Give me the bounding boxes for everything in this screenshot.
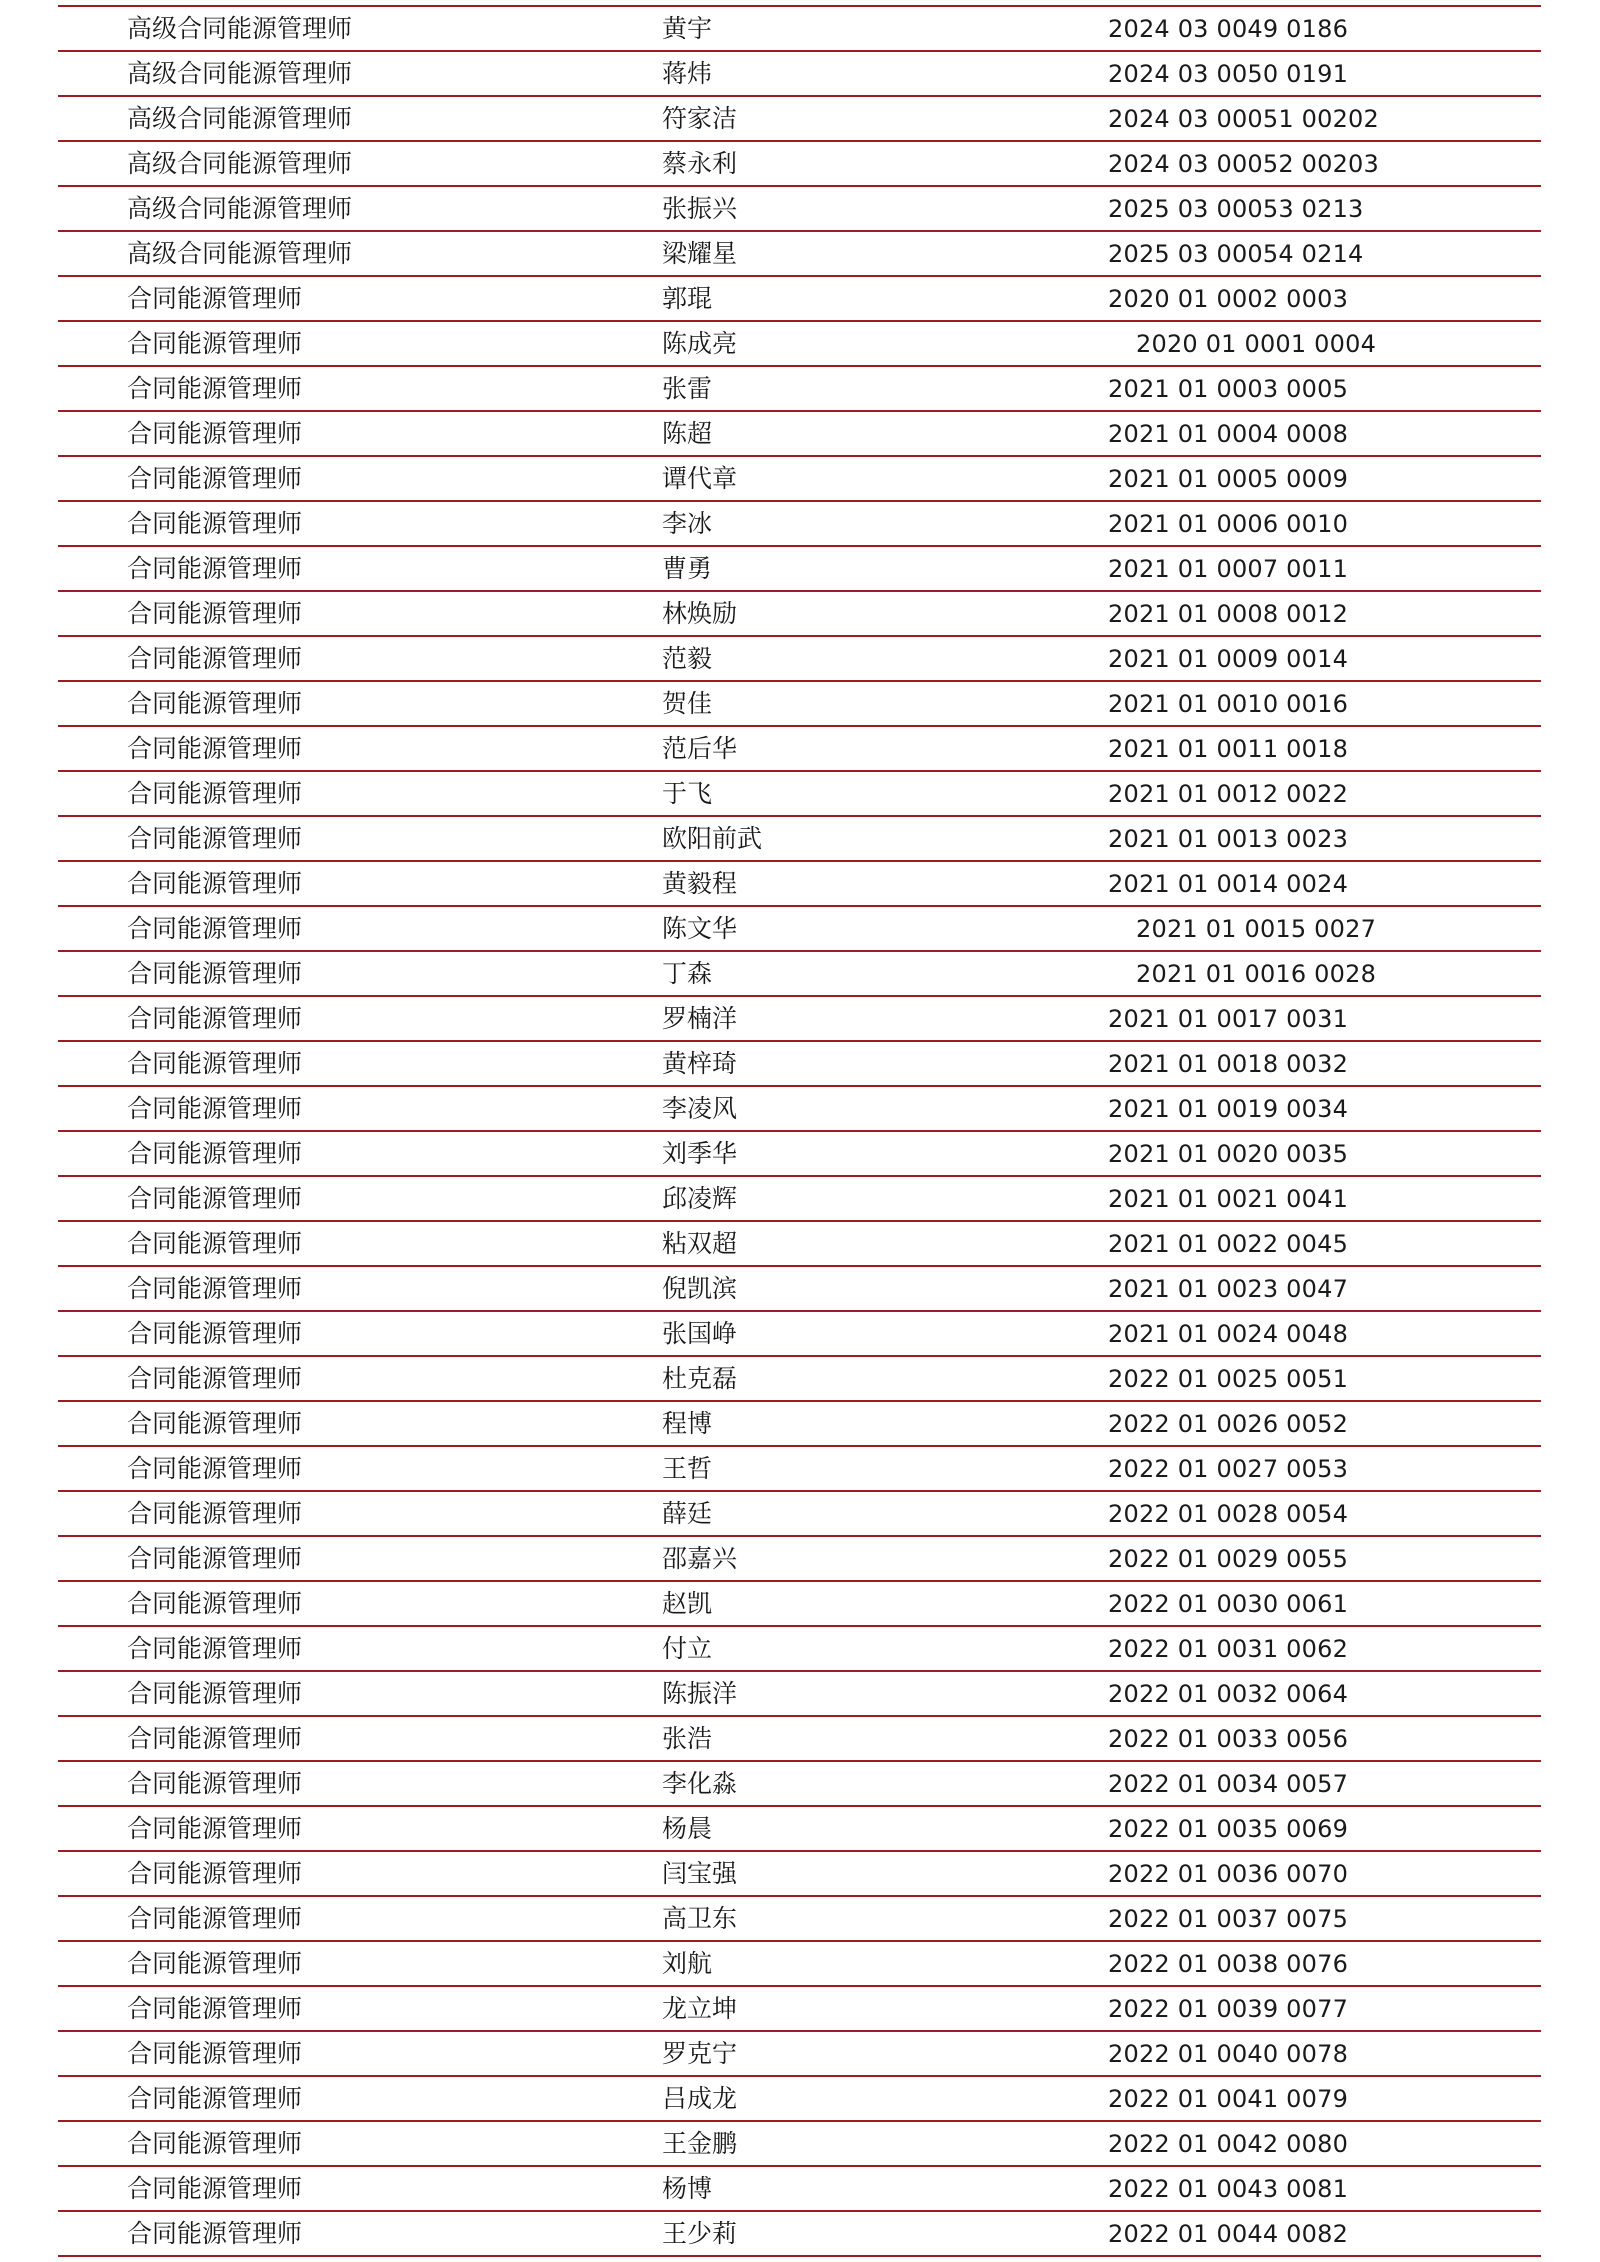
person-name-cell: 陈振洋 [662,1679,738,1708]
person-name-cell: 李化淼 [662,1769,738,1798]
table-row [58,2077,1541,2122]
table-row [58,1357,1541,1402]
certificate-number-cell: 2021 01 0005 0009 [1108,464,1349,493]
certificate-number-cell: 2021 01 0021 0041 [1108,1184,1349,1213]
certificate-number-cell: 2021 01 0010 0016 [1108,689,1349,718]
person-name-cell: 高卫东 [662,1904,738,1933]
table-row [58,1042,1541,1087]
certificate-number-cell: 2022 01 0033 0056 [1108,1724,1349,1753]
table-row [58,1312,1541,1357]
qualification-title-cell: 高级合同能源管理师 [127,104,353,133]
table-row [58,1987,1541,2032]
qualification-title-cell: 高级合同能源管理师 [127,239,353,268]
person-name-cell: 张浩 [662,1724,713,1753]
table-row [58,1852,1541,1897]
person-name-cell: 王少莉 [662,2219,738,2248]
table-row [58,1942,1541,1987]
person-name-cell: 杨晨 [662,1814,713,1843]
qualification-title-cell: 合同能源管理师 [127,869,303,898]
qualification-title-cell: 高级合同能源管理师 [127,194,353,223]
table-row [58,682,1541,727]
person-name-cell: 粘双超 [662,1229,738,1258]
certificate-number-cell: 2022 01 0025 0051 [1108,1364,1349,1393]
table-row [58,412,1541,457]
qualification-title-cell: 合同能源管理师 [127,374,303,403]
certificate-number-cell: 2024 03 00052 00203 [1108,149,1379,178]
certificate-number-cell: 2022 01 0030 0061 [1108,1589,1349,1618]
table-row [58,817,1541,862]
person-name-cell: 梁耀星 [662,239,738,268]
certificate-number-cell: 2021 01 0020 0035 [1108,1139,1349,1168]
person-name-cell: 李凌风 [662,1094,738,1123]
certificate-number-cell: 2022 01 0031 0062 [1108,1634,1349,1663]
qualification-title-cell: 合同能源管理师 [127,1859,303,1888]
person-name-cell: 符家洁 [662,104,738,133]
person-name-cell: 蔡永利 [662,149,738,178]
table-row [58,2032,1541,2077]
qualification-title-cell: 合同能源管理师 [127,1409,303,1438]
table-row [58,862,1541,907]
qualification-title-cell: 高级合同能源管理师 [127,14,353,43]
certificate-number-cell: 2022 01 0026 0052 [1108,1409,1349,1438]
certificate-number-cell: 2021 01 0024 0048 [1108,1319,1349,1348]
table-row [58,2167,1541,2212]
qualification-title-cell: 合同能源管理师 [127,1634,303,1663]
person-name-cell: 刘航 [662,1949,713,1978]
person-name-cell: 陈文华 [662,914,738,943]
person-name-cell: 张振兴 [662,194,738,223]
certificate-number-cell: 2022 01 0041 0079 [1108,2084,1349,2113]
certificate-number-cell: 2021 01 0009 0014 [1108,644,1349,673]
certificate-number-cell: 2024 03 0049 0186 [1108,14,1349,43]
person-name-cell: 黄毅程 [662,869,738,898]
certificate-number-cell: 2022 01 0036 0070 [1108,1859,1349,1888]
person-name-cell: 贺佳 [662,689,713,718]
certificate-number-cell: 2021 01 0003 0005 [1108,374,1349,403]
qualification-title-cell: 合同能源管理师 [127,824,303,853]
person-name-cell: 杨博 [662,2174,713,2203]
person-name-cell: 邵嘉兴 [662,1544,738,1573]
qualification-title-cell: 合同能源管理师 [127,1724,303,1753]
qualification-title-cell: 合同能源管理师 [127,554,303,583]
qualification-title-cell: 合同能源管理师 [127,644,303,673]
qualification-title-cell: 合同能源管理师 [127,1544,303,1573]
table-row [58,907,1541,952]
qualification-title-cell: 合同能源管理师 [127,1364,303,1393]
certificate-number-cell: 2022 01 0027 0053 [1108,1454,1349,1483]
person-name-cell: 郭琨 [662,284,713,313]
person-name-cell: 薛廷 [662,1499,713,1528]
qualification-title-cell: 合同能源管理师 [127,1319,303,1348]
person-name-cell: 蒋炜 [662,59,713,88]
table-row [58,2122,1541,2167]
table-row [58,97,1541,142]
table-row [58,952,1541,997]
qualification-title-cell: 合同能源管理师 [127,689,303,718]
person-name-cell: 赵凯 [662,1589,713,1618]
certificate-table [58,5,1541,2257]
certificate-number-cell: 2021 01 0008 0012 [1108,599,1349,628]
qualification-title-cell: 合同能源管理师 [127,2084,303,2113]
qualification-title-cell: 合同能源管理师 [127,419,303,448]
person-name-cell: 林焕励 [662,599,738,628]
person-name-cell: 程博 [662,1409,713,1438]
table-row [58,1627,1541,1672]
certificate-number-cell: 2022 01 0038 0076 [1108,1949,1349,1978]
certificate-number-cell: 2022 01 0037 0075 [1108,1904,1349,1933]
table-row [58,232,1541,277]
table-row [58,502,1541,547]
qualification-title-cell: 合同能源管理师 [127,1904,303,1933]
table-row [58,772,1541,817]
person-name-cell: 闫宝强 [662,1859,738,1888]
certificate-number-cell: 2024 03 0050 0191 [1108,59,1349,88]
table-row [58,367,1541,412]
person-name-cell: 黄宇 [662,14,713,43]
qualification-title-cell: 合同能源管理师 [127,599,303,628]
person-name-cell: 龙立坤 [662,1994,738,2023]
qualification-title-cell: 合同能源管理师 [127,1094,303,1123]
certificate-number-cell: 2021 01 0015 0027 [1136,914,1377,943]
qualification-title-cell: 合同能源管理师 [127,1949,303,1978]
certificate-number-cell: 2022 01 0040 0078 [1108,2039,1349,2068]
table-row [58,1402,1541,1447]
qualification-title-cell: 合同能源管理师 [127,2219,303,2248]
table-row [58,1897,1541,1942]
person-name-cell: 范后华 [662,734,738,763]
qualification-title-cell: 合同能源管理师 [127,2129,303,2158]
person-name-cell: 李冰 [662,509,713,538]
certificate-number-cell: 2022 01 0029 0055 [1108,1544,1349,1573]
qualification-title-cell: 合同能源管理师 [127,2174,303,2203]
person-name-cell: 欧阳前武 [662,824,763,853]
certificate-number-cell: 2021 01 0013 0023 [1108,824,1349,853]
table-row [58,1222,1541,1267]
qualification-title-cell: 合同能源管理师 [127,1454,303,1483]
person-name-cell: 谭代章 [662,464,738,493]
certificate-number-cell: 2020 01 0001 0004 [1136,329,1377,358]
certificate-number-cell: 2022 01 0034 0057 [1108,1769,1349,1798]
person-name-cell: 刘季华 [662,1139,738,1168]
qualification-title-cell: 合同能源管理师 [127,914,303,943]
table-row [58,1762,1541,1807]
table-row [58,187,1541,232]
person-name-cell: 丁森 [662,959,713,988]
person-name-cell: 王金鹏 [662,2129,738,2158]
person-name-cell: 罗楠洋 [662,1004,738,1033]
qualification-title-cell: 合同能源管理师 [127,2039,303,2068]
table-row [58,1492,1541,1537]
certificate-number-cell: 2021 01 0018 0032 [1108,1049,1349,1078]
person-name-cell: 陈超 [662,419,713,448]
person-name-cell: 陈成亮 [662,329,738,358]
certificate-number-cell: 2021 01 0011 0018 [1108,734,1349,763]
person-name-cell: 杜克磊 [662,1364,738,1393]
table-row [58,277,1541,322]
table-row [58,1267,1541,1312]
certificate-number-cell: 2021 01 0023 0047 [1108,1274,1349,1303]
table-row [58,592,1541,637]
certificate-number-cell: 2021 01 0007 0011 [1108,554,1349,583]
certificate-number-cell: 2024 03 00051 00202 [1108,104,1379,133]
table-row [58,2212,1541,2257]
qualification-title-cell: 合同能源管理师 [127,959,303,988]
table-row [58,52,1541,97]
qualification-title-cell: 合同能源管理师 [127,1274,303,1303]
qualification-title-cell: 合同能源管理师 [127,284,303,313]
certificate-number-cell: 2025 03 00053 0213 [1108,194,1364,223]
qualification-title-cell: 合同能源管理师 [127,509,303,538]
person-name-cell: 范毅 [662,644,713,673]
qualification-title-cell: 合同能源管理师 [127,1004,303,1033]
person-name-cell: 曹勇 [662,554,713,583]
certificate-number-cell: 2022 01 0039 0077 [1108,1994,1349,2023]
table-row [58,1672,1541,1717]
qualification-title-cell: 合同能源管理师 [127,1229,303,1258]
person-name-cell: 王哲 [662,1454,713,1483]
qualification-title-cell: 合同能源管理师 [127,1814,303,1843]
qualification-title-cell: 合同能源管理师 [127,1994,303,2023]
certificate-number-cell: 2022 01 0044 0082 [1108,2219,1349,2248]
person-name-cell: 罗克宁 [662,2039,738,2068]
qualification-title-cell: 合同能源管理师 [127,1139,303,1168]
table-row [58,5,1541,52]
person-name-cell: 张雷 [662,374,713,403]
certificate-number-cell: 2022 01 0035 0069 [1108,1814,1349,1843]
certificate-number-cell: 2021 01 0014 0024 [1108,869,1349,898]
table-row [58,637,1541,682]
table-row [58,1447,1541,1492]
person-name-cell: 倪凯滨 [662,1274,738,1303]
person-name-cell: 黄梓琦 [662,1049,738,1078]
table-row [58,1807,1541,1852]
qualification-title-cell: 合同能源管理师 [127,1049,303,1078]
table-row [58,997,1541,1042]
certificate-number-cell: 2022 01 0043 0081 [1108,2174,1349,2203]
qualification-title-cell: 合同能源管理师 [127,1679,303,1708]
table-row [58,322,1541,367]
certificate-number-cell: 2021 01 0004 0008 [1108,419,1349,448]
table-row [58,1537,1541,1582]
person-name-cell: 付立 [662,1634,713,1663]
qualification-title-cell: 合同能源管理师 [127,329,303,358]
certificate-number-cell: 2022 01 0042 0080 [1108,2129,1349,2158]
table-row [58,1177,1541,1222]
qualification-title-cell: 合同能源管理师 [127,1589,303,1618]
table-row [58,547,1541,592]
table-row [58,1717,1541,1762]
qualification-title-cell: 合同能源管理师 [127,464,303,493]
qualification-title-cell: 合同能源管理师 [127,1499,303,1528]
certificate-number-cell: 2021 01 0012 0022 [1108,779,1349,808]
certificate-number-cell: 2022 01 0032 0064 [1108,1679,1349,1708]
certificate-number-cell: 2021 01 0019 0034 [1108,1094,1349,1123]
qualification-title-cell: 合同能源管理师 [127,1769,303,1798]
certificate-number-cell: 2022 01 0028 0054 [1108,1499,1349,1528]
certificate-number-cell: 2021 01 0016 0028 [1136,959,1377,988]
table-row [58,727,1541,772]
table-row [58,142,1541,187]
certificate-number-cell: 2020 01 0002 0003 [1108,284,1349,313]
certificate-number-cell: 2021 01 0006 0010 [1108,509,1349,538]
qualification-title-cell: 合同能源管理师 [127,734,303,763]
table-row [58,1087,1541,1132]
table-row [58,1582,1541,1627]
table-row [58,1132,1541,1177]
qualification-title-cell: 高级合同能源管理师 [127,149,353,178]
qualification-title-cell: 合同能源管理师 [127,1184,303,1213]
person-name-cell: 邱凌辉 [662,1184,738,1213]
person-name-cell: 吕成龙 [662,2084,738,2113]
qualification-title-cell: 高级合同能源管理师 [127,59,353,88]
certificate-number-cell: 2021 01 0017 0031 [1108,1004,1349,1033]
certificate-number-cell: 2021 01 0022 0045 [1108,1229,1349,1258]
certificate-number-cell: 2025 03 00054 0214 [1108,239,1364,268]
person-name-cell: 张国峥 [662,1319,738,1348]
qualification-title-cell: 合同能源管理师 [127,779,303,808]
table-row [58,457,1541,502]
person-name-cell: 于飞 [662,779,713,808]
